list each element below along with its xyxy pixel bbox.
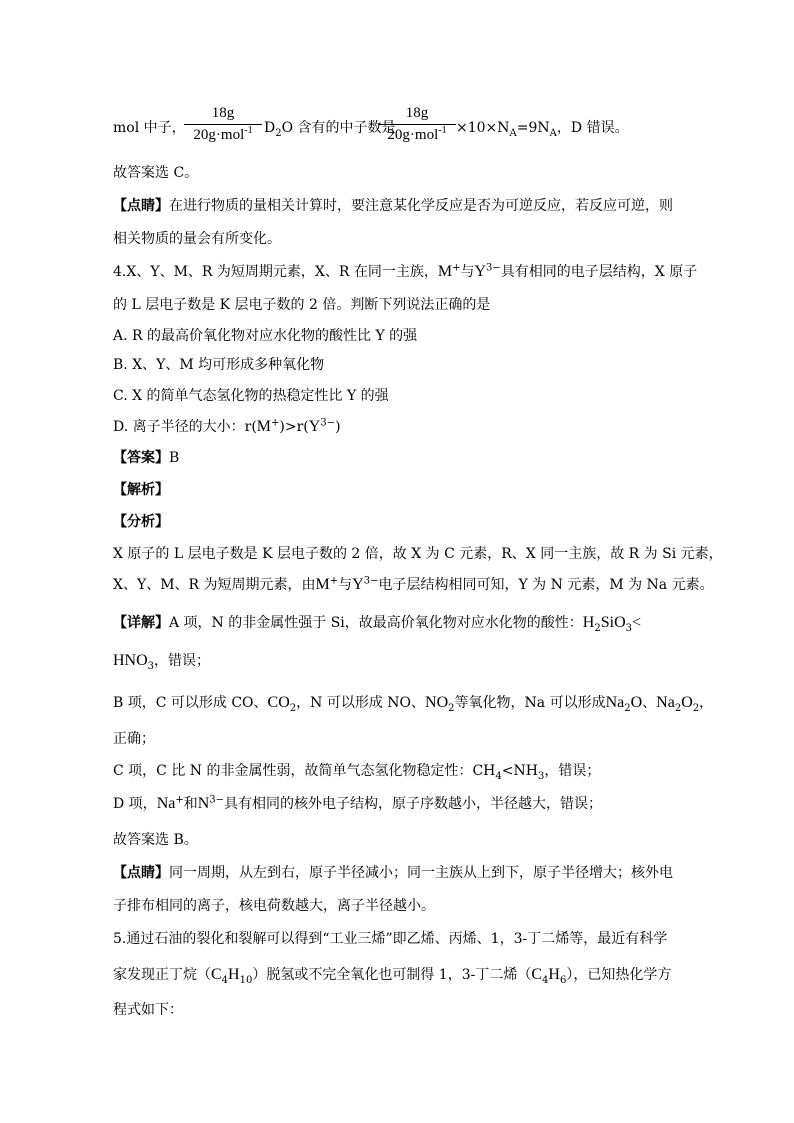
fraction-mass-over-molar-mass: 18g 20g·mol$^{-1}$ (378, 104, 456, 144)
option-b: B. X、Y、M 均可形成多种氧化物 (113, 357, 325, 373)
option-d: D. 离子半径的大小：$r(M^+)>r(Y^{3-})$ (113, 417, 341, 435)
text-line: 【点睛】在进行物质的量相关计算时，要注意某化学反应是否为可逆反应，若反应可逆，则 (113, 198, 673, 214)
question-4-stem: 4.X、Y、M、R 为短周期元素，X、R 在同一主族，M+与$Y^{3-}$具有相同的电子层结构，X 原子 (113, 262, 698, 280)
text-line: 相关物质的量会有所变化。 (113, 231, 281, 247)
text-line: mol 中子， (113, 120, 186, 136)
text-line: 子排布相同的离子，核电荷数越大，离子半径越小。 (113, 898, 435, 914)
question-5-stem: 家发现正丁烷$(C_4H_{10})$脱氢或不完全氧化也可制得 1，3-丁二烯$(C_4H_6)$，已知热化学方 (113, 966, 672, 986)
text-line: 【详解】A 项，N 的非金属性强于 Si，故最高价氧化物对应水化物的酸性：$H_2SiO_3<$ (113, 614, 642, 634)
section-heading: 【解析】 (113, 482, 169, 498)
text-line: B 项，C 可以形成 CO、$CO_2$，N 可以形成 NO、$NO_2$等氧化物，Na 可以形成$Na_2O$、$Na_2O_2$， (113, 694, 714, 714)
text-line: X 原子的 L 层电子数是 K 层电子数的 2 倍，故 X 为 C 元素，R、X 同一主族，故 R 为 Si 元素， (113, 546, 723, 562)
text-line: C 项，C 比 N 的非金属性弱，故简单气态氢化物稳定性：$CH_4<NH_3$，错误； (113, 763, 601, 782)
text-line: 故答案选 B。 (113, 832, 198, 848)
text-line: $HNO_3$，错误； (113, 652, 211, 672)
text-line: D 项，Na+和$N^{3-}$具有相同的核外电子结构，原子序数越小，半径越大，错误； (113, 794, 603, 812)
section-heading: 【分析】 (113, 514, 169, 530)
question-5-stem: 5.通过石油的裂化和裂解可以得到“工业三烯”即乙烯、丙烯、1，3-丁二烯等，最近有科学 (113, 931, 668, 947)
text-line: 正确； (113, 731, 155, 747)
text-line: 故答案选 C。 (113, 165, 199, 181)
question-4-stem: 的 L 层电子数是 K 层电子数的 2 倍。判断下列说法正确的是 (113, 297, 491, 313)
text-line: $\times 10\times N_A=9N_A$，D 错误。 (456, 120, 629, 139)
option-a: A. R 的最高价氧化物对应水化物的酸性比 Y 的强 (113, 328, 418, 344)
option-c: C. X 的简单气态氢化物的热稳定性比 Y 的强 (113, 388, 389, 404)
question-5-stem: 程式如下： (113, 1002, 183, 1018)
answer-line: 【答案】B (113, 450, 180, 466)
fraction-mass-over-molar-mass: 18g 20g·mol$^{-1}$ (184, 104, 262, 144)
text-line: 【点睛】同一周期，从左到右，原子半径减小；同一主族从上到下，原子半径增大；核外电 (113, 865, 673, 881)
text-line: $D_2O$ 含有的中子数是 (264, 120, 396, 139)
text-line: X、Y、M、R 为短周期元素，由M+与$Y^{3-}$电子层结构相同可知，Y 为 N 元素，M 为 Na 元素。 (113, 575, 714, 593)
